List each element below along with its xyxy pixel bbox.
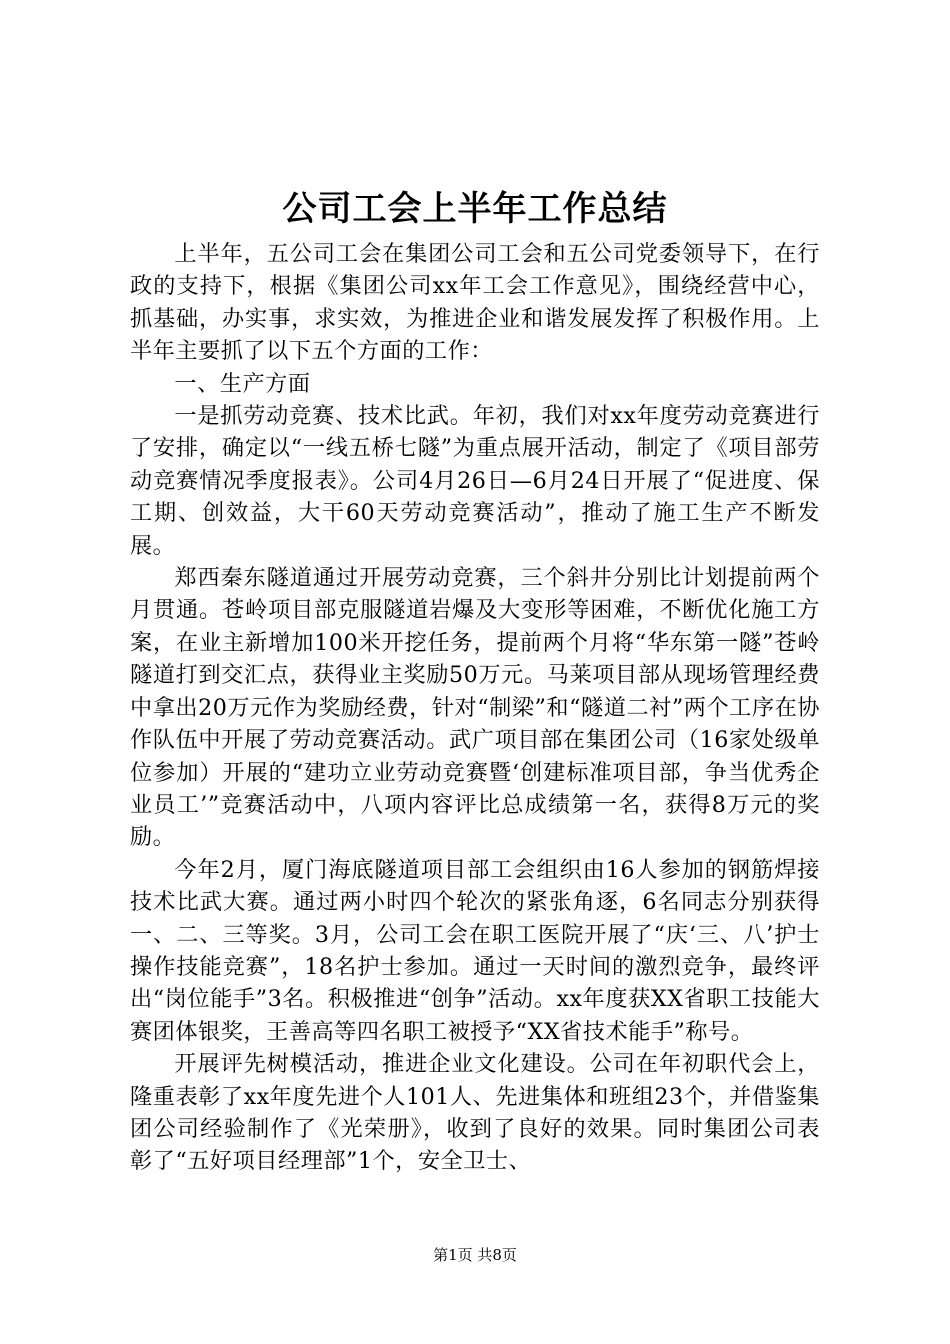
section-heading-production: 一、生产方面	[174, 370, 311, 397]
document-body	[130, 238, 820, 1178]
paragraph-skill-contests: 今年2月，厦门海底隧道项目部工会组织由16人参加的钢筋焊接技术比武大赛。通过两小时四个轮次的紧张角逐，6名同志分别获得一、二、三等奖。3月，公司工会在职工医院开展了“庆‘三、八’护士操作技能竞赛”，18名护士参加。通过一天时间的激烈竞争，最终评出“岗位能手”3名。积极推进“创争”活动。xx年度获XX省职工技能大赛团体银奖，王善高等四名职工被授予“XX省技术能手”称号。	[130, 856, 820, 1045]
document-title: 公司工会上半年工作总结	[282, 189, 668, 229]
paragraph-project-results: 郑西秦东隧道通过开展劳动竞赛，三个斜井分别比计划提前两个月贯通。苍岭项目部克服隧道岩爆及大变形等困难，不断优化施工方案，在业主新增加100米开挖任务，提前两个月将“华东第一隧”苍岭隧道打到交汇点，获得业主奖励50万元。马莱项目部从现场管理经费中拿出20万元作为奖励经费，针对“制梁”和“隧道二衬”两个工序在协作队伍中开展了劳动竞赛活动。武广项目部在集团公司（16家处级单位参加）开展的“建功立业劳动竞赛暨‘创建标准项目部，争当优秀企业员工’”竞赛活动中，八项内容评比总成绩第一名，获得8万元的奖励。	[130, 565, 820, 851]
paragraph-labor-competition: 一是抓劳动竞赛、技术比武。年初，我们对xx年度劳动竞赛进行了安排，确定以“一线五桥七隧”为重点展开活动，制定了《项目部劳动竞赛情况季度报表》。公司4月26日—6月24日开展了“促进度、保工期、创效益，大干60天劳动竞赛活动”，推动了施工生产不断发展。	[130, 403, 820, 559]
page-number-footer: 第1页 共8页	[433, 1246, 517, 1264]
paragraph-commendations: 开展评先树模活动，推进企业文化建设。公司在年初职代会上，隆重表彰了xx年度先进个人101人、先进集体和班组23个，并借鉴集团公司经验制作了《光荣册》，收到了良好的效果。同时集团公司表彰了“五好项目经理部”1个，安全卫士、	[130, 1051, 820, 1175]
paragraph-intro: 上半年，五公司工会在集团公司工会和五公司党委领导下，在行政的支持下，根据《集团公司xx年工会工作意见》，围绕经营中心，抓基础，办实事，求实效，为推进企业和谐发展发挥了积极作用。上半年主要抓了以下五个方面的工作：	[130, 241, 820, 365]
